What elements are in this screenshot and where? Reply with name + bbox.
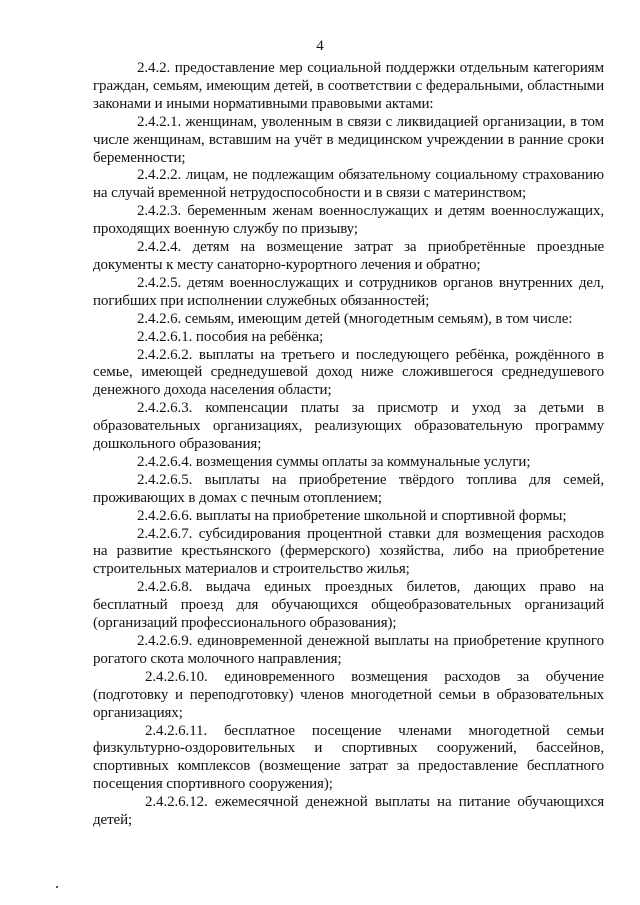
paragraph-2-4-2-6: 2.4.2.6. семьям, имеющим детей (многодетным семьям), в том числе: <box>137 310 573 327</box>
paragraph-2-4-2-6-3: 2.4.2.6.3. компенсации платы за присмотр и уход за детьми в образовательных организациях, реализующих образовательную программу дошкольного образования; <box>93 400 604 453</box>
paragraph-2-4-2-6-4: 2.4.2.6.4. возмещения суммы оплаты за коммунальные услуги; <box>137 453 531 470</box>
paragraph-2-4-2-6-8: 2.4.2.6.8. выдача единых проездных билетов, дающих право на бесплатный проезд для обучающихся общеобразовательных организаций (организаций профессионального образования); <box>93 579 604 632</box>
paragraph-2-4-2-6-1: 2.4.2.6.1. пособия на ребёнка; <box>137 328 324 345</box>
paragraph-2-4-2-6-10: 2.4.2.6.10. единовременного возмещения расходов за обучение (подготовку и переподготовку) членов многодетной семьи в образовательных организациях; <box>93 668 604 721</box>
page-number: 4 <box>316 38 324 54</box>
paragraph-2-4-2-6-12: 2.4.2.6.12. ежемесячной денежной выплаты на питание обучающихся детей; <box>93 794 604 829</box>
scan-artifact-dot <box>56 886 58 888</box>
paragraph-2-4-2-6-7: 2.4.2.6.7. субсидирования процентной ставки для возмещения расходов на развитие крестьянского (фермерского) хозяйства, либо на приобретение строительных материалов и строительство жилья; <box>93 525 604 578</box>
paragraph-2-4-2-6-2: 2.4.2.6.2. выплаты на третьего и последующего ребёнка, рождённого в семье, имеющей среднедушевой доход ниже сложившегося среднедушевого денежного дохода населения области; <box>93 346 604 399</box>
paragraph-2-4-2-5: 2.4.2.5. детям военнослужащих и сотрудников органов внутренних дел, погибших при исполнении служебных обязанностей; <box>93 274 604 309</box>
paragraph-2-4-2-2: 2.4.2.2. лицам, не подлежащим обязательному социальному страхованию на случай временной нетрудоспособности и в связи с материнством; <box>93 167 604 202</box>
paragraph-2-4-2-6-11: 2.4.2.6.11. бесплатное посещение членами многодетной семьи физкультурно-оздоровительных и спортивных сооружений, бассейнов, спортивных комплексов (возмещение затрат за предоставление бесплатного посещения спортивного сооружения); <box>93 722 604 793</box>
paragraph-2-4-2-6-5: 2.4.2.6.5. выплаты на приобретение твёрдого топлива для семей, проживающих в домах с печным отоплением; <box>93 471 604 506</box>
paragraph-2-4-2-4: 2.4.2.4. детям на возмещение затрат за приобретённые проездные документы к месту санаторно-курортного лечения и обратно; <box>93 239 604 273</box>
paragraph-2-4-2-6-9: 2.4.2.6.9. единовременной денежной выплаты на приобретение крупного рогатого скота молочного направления; <box>93 633 604 667</box>
paragraph-2-4-2-6-6: 2.4.2.6.6. выплаты на приобретение школьной и спортивной формы; <box>137 507 567 524</box>
paragraph-2-4-2: 2.4.2. предоставление мер социальной поддержки отдельным категориям граждан, семьям, имеющим детей, в соответствии с федеральными, областными законами и иными нормативными правовыми актами: <box>93 60 604 112</box>
paragraph-2-4-2-1: 2.4.2.1. женщинам, уволенным в связи с ликвидацией организации, в том числе женщинам, вставшим на учёт в медицинском учреждении в ранние сроки беременности; <box>93 113 604 166</box>
paragraph-2-4-2-3: 2.4.2.3. беременным женам военнослужащих и детям военнослужащих, проходящих военную службу по призыву; <box>93 203 604 238</box>
document-body <box>93 60 604 830</box>
